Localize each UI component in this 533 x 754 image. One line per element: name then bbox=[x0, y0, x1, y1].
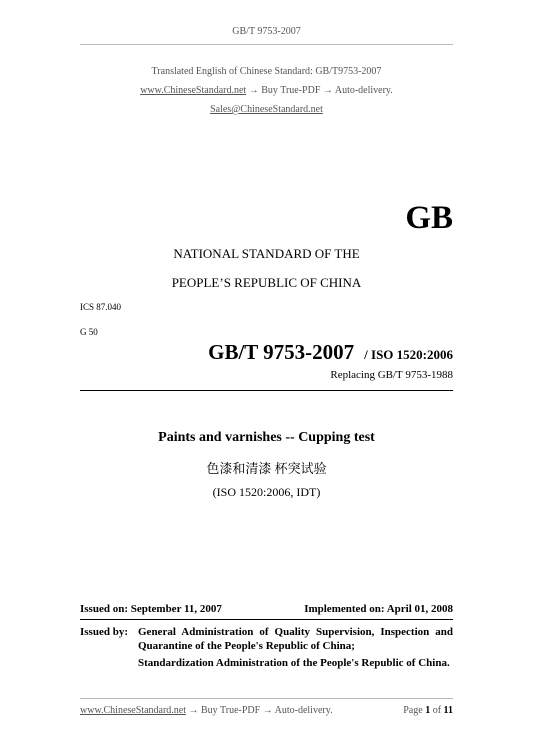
national-line-2: PEOPLE’S REPUBLIC OF CHINA bbox=[171, 275, 362, 290]
issued-date: Issued on: September 11, 2007 bbox=[80, 603, 222, 615]
iso-reference: / ISO 1520:2006 bbox=[364, 347, 453, 362]
issuer-line-1: General Administration of Quality Supervision, Inspection and bbox=[138, 626, 453, 638]
sales-email-row bbox=[0, 104, 533, 115]
dates-divider bbox=[80, 619, 453, 620]
title-english: Paints and varnishes -- Cupping test bbox=[158, 430, 375, 445]
page-label: Page bbox=[403, 705, 423, 716]
header-purchase-line bbox=[0, 85, 533, 96]
header-site-tail: → Buy True-PDF → Auto-delivery. bbox=[248, 85, 393, 96]
standard-number-row bbox=[80, 340, 453, 365]
running-header: GB/T 9753-2007 bbox=[232, 26, 301, 37]
footer-purchase-line bbox=[80, 705, 333, 716]
issuer-label: Issued by: bbox=[80, 626, 128, 638]
ics-code: ICS 87.040 bbox=[80, 302, 122, 312]
implemented-date: Implemented on: April 01, 2008 bbox=[304, 603, 453, 615]
page-indicator bbox=[330, 705, 453, 716]
replacing-note: Replacing GB/T 9753-1988 bbox=[330, 369, 453, 381]
sales-email-link[interactable]: Sales@ChineseStandard.net bbox=[210, 104, 323, 115]
footer-site-link[interactable]: www.ChineseStandard.net bbox=[80, 705, 186, 716]
page-current: 1 bbox=[425, 705, 431, 716]
national-line-1: NATIONAL STANDARD OF THE bbox=[173, 246, 360, 261]
page-of: of bbox=[432, 705, 442, 716]
footer-divider bbox=[80, 698, 453, 699]
title-chinese: 色漆和清漆 杯突试验 bbox=[206, 461, 327, 476]
translated-line: Translated English of Chinese Standard: GB/T9753-2007 bbox=[151, 66, 382, 77]
header-divider bbox=[80, 44, 453, 45]
footer-site-tail: → Buy True-PDF → Auto-delivery. bbox=[188, 705, 333, 716]
issuer-line-2: Quarantine of the People's Republic of China; bbox=[138, 640, 355, 652]
gb-logo: GB bbox=[405, 200, 453, 236]
page-total: 11 bbox=[443, 705, 453, 716]
standard-number: GB/T 9753-2007 bbox=[208, 340, 355, 364]
ccs-code: G 50 bbox=[80, 327, 98, 337]
title-divider bbox=[80, 390, 453, 391]
issuer-line-3: Standardization Administration of the People's Republic of China. bbox=[138, 657, 450, 669]
header-site-link[interactable]: www.ChineseStandard.net bbox=[140, 85, 247, 96]
adoption-note: (ISO 1520:2006, IDT) bbox=[212, 485, 321, 499]
